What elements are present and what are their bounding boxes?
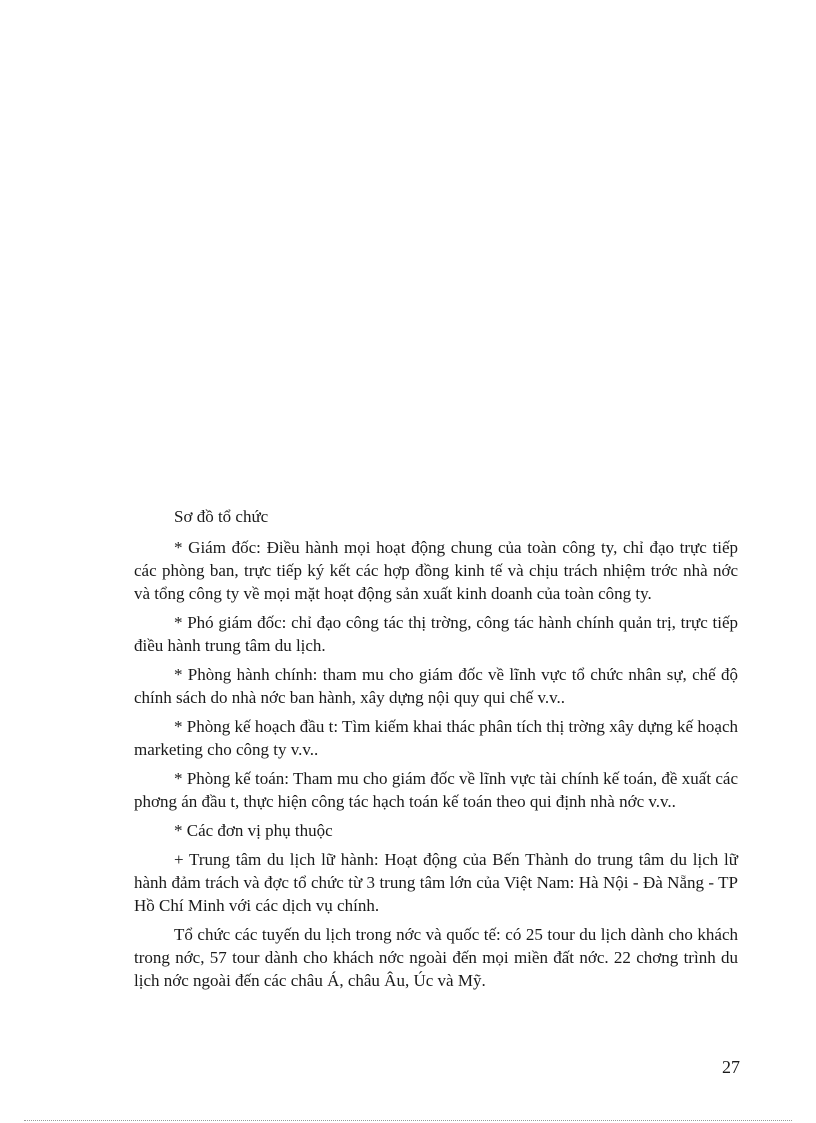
paragraph-director: * Giám đốc: Điều hành mọi hoạt động chung của toàn công ty, chỉ đạo trực tiếp các phòng ban, trực tiếp ký kết các hợp đồng kinh tế và chịu trách nhiệm trớc nhà nớc và tổng công ty về mọi mặt hoạt động sản xuất kinh doanh của toàn công ty.: [134, 538, 738, 603]
paragraph-deputy-director: * Phó giám đốc: chỉ đạo công tác thị trờng, công tác hành chính quản trị, trực tiếp điều hành trung tâm du lịch.: [134, 613, 738, 655]
section-heading: Sơ đồ tổ chức: [174, 507, 269, 526]
paragraph-planning-department: * Phòng kế hoạch đầu t: Tìm kiếm khai thác phân tích thị trờng xây dựng kế hoạch marketing cho công ty v.v..: [134, 717, 738, 759]
page-number: 27: [722, 1057, 740, 1077]
paragraph-admin-department: * Phòng hành chính: tham mu cho giám đốc về lĩnh vực tổ chức nhân sự, chế độ chính sách do nhà nớc ban hành, xây dựng nội quy qui chế v.v..: [134, 665, 738, 707]
paragraph-travel-center: + Trung tâm du lịch lữ hành: Hoạt động của Bến Thành do trung tâm du lịch lữ hành đảm trách và đợc tổ chức từ 3 trung tâm lớn của Việt Nam: Hà Nội - Đà Nẵng - TP Hồ Chí Minh với các dịch vụ chính.: [134, 850, 738, 915]
paragraph-accounting-department: * Phòng kế toán: Tham mu cho giám đốc về lĩnh vực tài chính kế toán, đề xuất các phơng án đầu t, thực hiện công tác hạch toán kế toán theo qui định nhà nớc v.v..: [134, 769, 738, 811]
paragraph-dependent-units: * Các đơn vị phụ thuộc: [174, 821, 333, 840]
paragraph-tour-routes: Tổ chức các tuyến du lịch trong nớc và quốc tế: có 25 tour du lịch dành cho khách trong nớc, 57 tour dành cho khách nớc ngoài đến mọi miền đất nớc. 22 chơng trình du lịch nớc ngoài đến các châu Á, châu Âu, Úc và Mỹ.: [134, 925, 738, 990]
page-bottom-divider: [24, 1120, 792, 1121]
body-text: [134, 505, 738, 998]
